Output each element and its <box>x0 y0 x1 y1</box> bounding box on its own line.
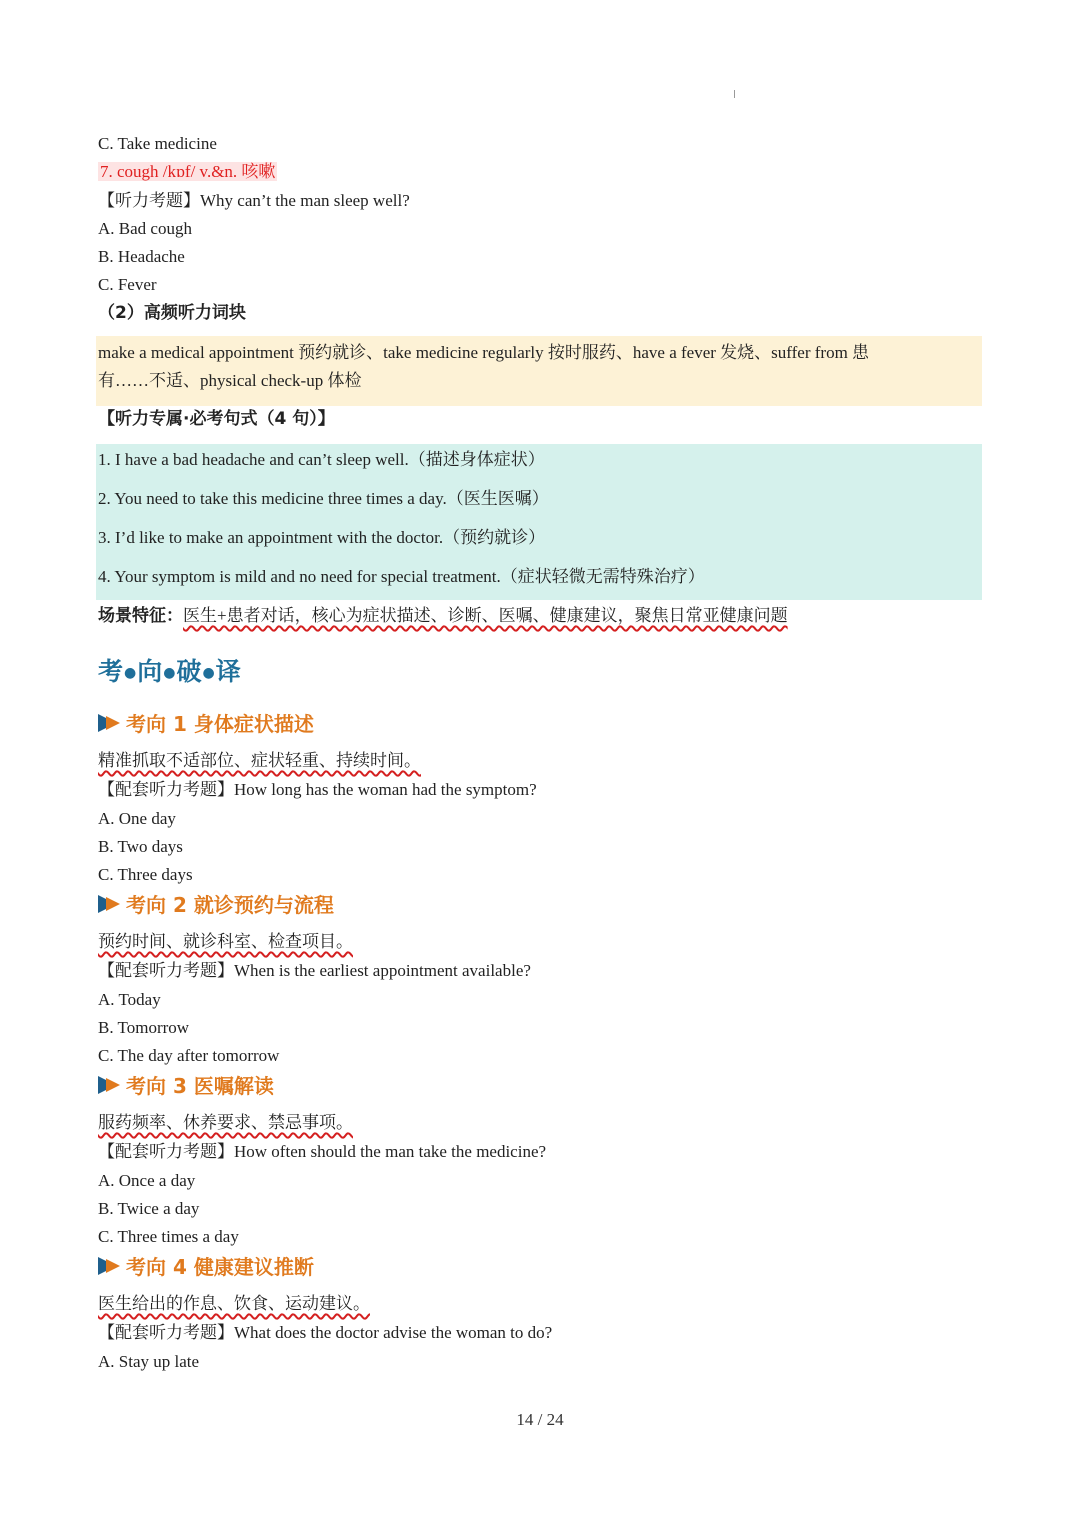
topic-heading: 考向 1 身体症状描述 <box>98 708 314 737</box>
sentences-heading: 【听力专属·必考句式（4 句）】 <box>98 409 335 429</box>
vocab-line: make a medical appointment 预约就诊、take medicine regularly 按时服药、have a fever 发烧、suffer from 患 <box>98 343 870 362</box>
topic-note: 医生给出的作息、饮食、运动建议。 <box>98 1294 370 1313</box>
option-line: A. Once a day <box>98 1171 196 1190</box>
option-line: A. Stay up late <box>98 1352 200 1371</box>
sentence-item: 4. Your symptom is mild and no need for special treatment.（症状轻微无需特殊治疗） <box>98 567 705 586</box>
topic-note: 服药频率、休养要求、禁忌事项。 <box>98 1113 353 1132</box>
option-line: B. Headache <box>98 247 185 266</box>
option-line: C. Fever <box>98 275 157 294</box>
option-line: B. Tomorrow <box>98 1018 190 1037</box>
subsection-heading: （2）高频听力词块 <box>98 303 246 323</box>
option-line: B. Two days <box>98 837 183 856</box>
question-line: 【配套听力考题】How often should the man take the medicine? <box>98 1142 547 1161</box>
question-line: 【配套听力考题】How long has the woman had the symptom? <box>98 780 537 799</box>
question-line: 【配套听力考题】When is the earliest appointment available? <box>98 961 531 980</box>
question-line: 【配套听力考题】What does the doctor advise the woman to do? <box>98 1323 553 1342</box>
scene-text: 医生+患者对话，核心为症状描述、诊断、医嘱、健康建议，聚焦日常亚健康问题 <box>183 606 788 625</box>
option-line: B. Twice a day <box>98 1199 200 1218</box>
section-title: 考●向●破●译 <box>98 657 242 686</box>
topic-heading: 考向 4 健康建议推断 <box>98 1251 314 1280</box>
option-line: C. Take medicine <box>98 134 217 153</box>
option-line: C. Three days <box>98 865 193 884</box>
topic-heading: 考向 2 就诊预约与流程 <box>98 889 334 918</box>
scene-label: 场景特征： <box>98 606 183 626</box>
sentence-item: 3. I’d like to make an appointment with the doctor.（预约就诊） <box>98 528 546 547</box>
vocab-line: 有……不适、physical check-up 体检 <box>98 371 362 390</box>
topic-note: 预约时间、就诊科室、检查项目。 <box>98 932 353 951</box>
topic-note: 精准抓取不适部位、症状轻重、持续时间。 <box>98 751 421 770</box>
arrow-icon <box>98 712 124 734</box>
sentence-item: 2. You need to take this medicine three times a day.（医生医嘱） <box>98 489 549 508</box>
arrow-icon <box>98 1255 124 1277</box>
header-mark <box>734 90 735 98</box>
question-line: 【听力考题】Why can’t the man sleep well? <box>98 191 410 210</box>
topic-heading: 考向 3 医嘱解读 <box>98 1070 274 1099</box>
option-line: A. Today <box>98 990 161 1009</box>
page-number: 14 / 24 <box>516 1410 564 1429</box>
sentence-item: 1. I have a bad headache and can’t sleep well.（描述身体症状） <box>98 450 545 469</box>
arrow-icon <box>98 1074 124 1096</box>
option-line: A. One day <box>98 809 176 828</box>
arrow-icon <box>98 893 124 915</box>
option-line: C. Three times a day <box>98 1227 239 1246</box>
option-line: C. The day after tomorrow <box>98 1046 280 1065</box>
scene-feature <box>98 604 788 628</box>
vocab-entry-cough <box>98 160 277 184</box>
vocab-entry-text: 7. cough /kɒf/ v.&n. 咳嗽 <box>100 162 276 181</box>
option-line: A. Bad cough <box>98 219 192 238</box>
